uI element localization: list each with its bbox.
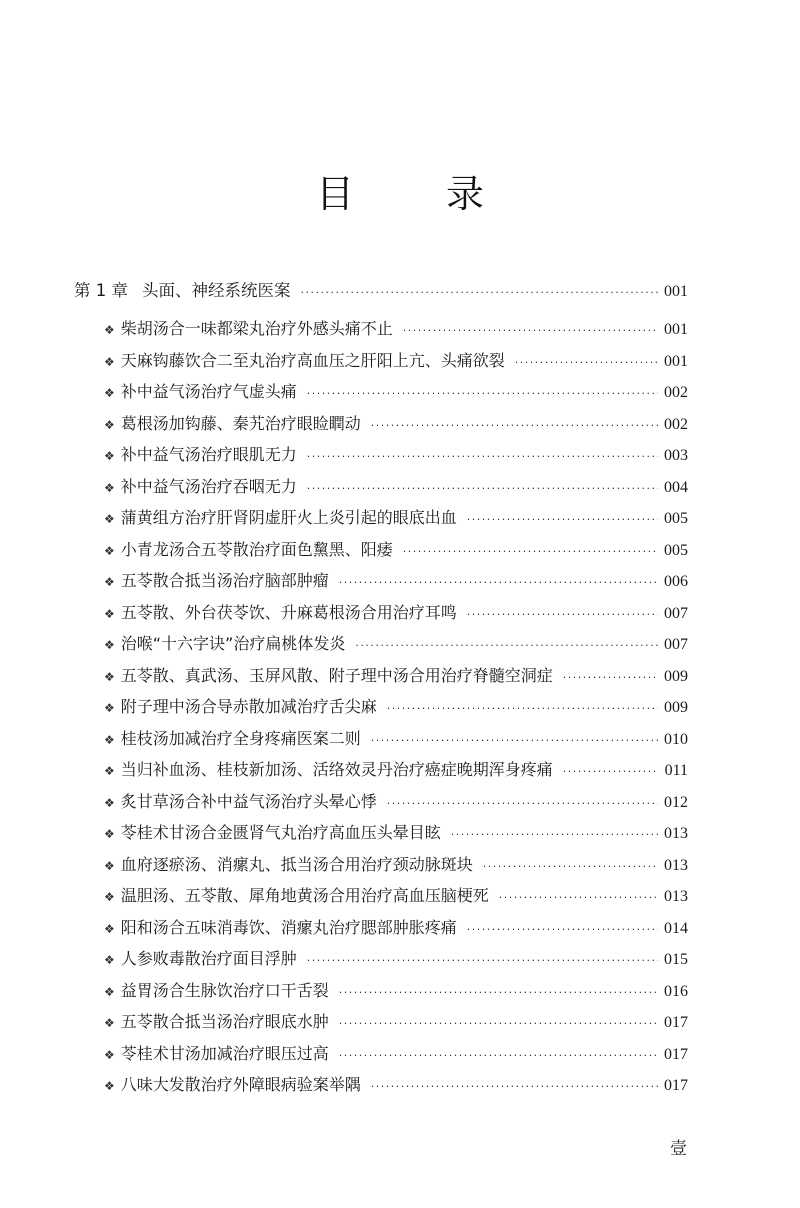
toc-entry[interactable]: [104, 413, 688, 437]
diamond-bullet-icon: ❖: [104, 638, 115, 652]
entry-page: 005: [664, 542, 688, 559]
page-folio: 壹: [670, 1139, 687, 1159]
dot-leader: [339, 1045, 658, 1067]
diamond-bullet-icon: ❖: [104, 607, 115, 621]
entry-page: 016: [664, 983, 688, 1000]
entry-title: 五苓散、外台茯苓饮、升麻葛根汤合用治疗耳鸣: [120, 603, 457, 622]
dot-leader: [339, 982, 658, 1004]
diamond-bullet-icon: ❖: [104, 355, 115, 369]
entry-title: 血府逐瘀汤、消瘰丸、抵当汤合用治疗颈动脉斑块: [120, 855, 473, 874]
diamond-bullet-icon: ❖: [104, 386, 115, 400]
dot-leader: [467, 604, 658, 626]
dot-leader: [371, 730, 658, 752]
toc-entry[interactable]: [104, 570, 688, 594]
entry-page: 009: [664, 668, 688, 685]
dot-leader: [339, 1013, 658, 1035]
dot-leader: [467, 509, 658, 531]
entry-page: 001: [664, 353, 688, 370]
entry-page: 013: [664, 857, 688, 874]
dot-leader: [339, 572, 658, 594]
entry-page: 013: [664, 888, 688, 905]
entry-page: 007: [664, 605, 688, 622]
diamond-bullet-icon: ❖: [104, 323, 115, 337]
entry-page: 002: [664, 416, 688, 433]
toc-chapter-1[interactable]: [74, 280, 688, 304]
diamond-bullet-icon: ❖: [104, 418, 115, 432]
diamond-bullet-icon: ❖: [104, 670, 115, 684]
entry-page: 004: [664, 479, 688, 496]
diamond-bullet-icon: ❖: [104, 449, 115, 463]
entry-page: 017: [664, 1046, 688, 1063]
entry-title: 五苓散、真武汤、玉屏风散、附子理中汤合用治疗脊髓空洞症: [120, 666, 553, 685]
entry-page: 010: [664, 731, 688, 748]
toc-entry[interactable]: [104, 539, 688, 563]
entry-title: 蒲黄组方治疗肝肾阴虚肝火上炎引起的眼底出血: [120, 508, 457, 527]
entry-page: 012: [664, 794, 688, 811]
dot-leader: [371, 415, 658, 437]
toc-entry[interactable]: [104, 822, 688, 846]
dot-leader: [483, 856, 658, 878]
dot-leader: [403, 320, 658, 342]
entry-title: 炙甘草汤合补中益气汤治疗头晕心悸: [120, 792, 377, 811]
toc-entry[interactable]: [104, 1074, 688, 1098]
diamond-bullet-icon: ❖: [104, 796, 115, 810]
entry-title: 柴胡汤合一味都梁丸治疗外感头痛不止: [120, 319, 393, 338]
toc-entry[interactable]: [104, 602, 688, 626]
toc-entry[interactable]: [104, 917, 688, 941]
entry-page: 017: [664, 1077, 688, 1094]
dot-leader: [515, 352, 658, 374]
entry-page: 005: [664, 510, 688, 527]
toc-entry[interactable]: [104, 948, 688, 972]
diamond-bullet-icon: ❖: [104, 733, 115, 747]
entry-title: 附子理中汤合导赤散加减治疗舌尖麻: [120, 697, 377, 716]
entry-page: 013: [664, 825, 688, 842]
diamond-bullet-icon: ❖: [104, 701, 115, 715]
diamond-bullet-icon: ❖: [104, 1079, 115, 1093]
toc-entry[interactable]: [104, 759, 688, 783]
toc-entry[interactable]: [104, 1011, 688, 1035]
entry-page: 011: [664, 762, 688, 779]
entry-page: 001: [664, 321, 688, 338]
dot-leader: [467, 919, 658, 941]
entry-title: 苓桂术甘汤加减治疗眼压过高: [120, 1044, 329, 1063]
entry-page: 002: [664, 384, 688, 401]
entry-title: 阳和汤合五味消毒饮、消瘰丸治疗腮部肿胀疼痛: [120, 918, 457, 937]
diamond-bullet-icon: ❖: [104, 481, 115, 495]
diamond-bullet-icon: ❖: [104, 764, 115, 778]
diamond-bullet-icon: ❖: [104, 512, 115, 526]
entry-title: 天麻钩藤饮合二至丸治疗高血压之肝阳上亢、头痛欲裂: [120, 351, 505, 370]
diamond-bullet-icon: ❖: [104, 827, 115, 841]
entry-title: 当归补血汤、桂枝新加汤、活络效灵丹治疗癌症晚期浑身疼痛: [120, 760, 553, 779]
entry-title: 人参败毒散治疗面目浮肿: [120, 949, 297, 968]
diamond-bullet-icon: ❖: [104, 859, 115, 873]
entry-page: 017: [664, 1014, 688, 1031]
toc-entry[interactable]: [104, 665, 688, 689]
diamond-bullet-icon: ❖: [104, 1048, 115, 1062]
toc-entry[interactable]: [104, 728, 688, 752]
entry-page: 014: [664, 920, 688, 937]
dot-leader: [563, 667, 658, 689]
diamond-bullet-icon: ❖: [104, 953, 115, 967]
entry-title: 葛根汤加钩藤、秦艽治疗眼睑瞤动: [120, 414, 361, 433]
toc-entry[interactable]: [104, 696, 688, 720]
chapter-page: 001: [664, 283, 688, 300]
diamond-bullet-icon: ❖: [104, 985, 115, 999]
dot-leader: [307, 446, 658, 468]
toc-entry[interactable]: [104, 444, 688, 468]
diamond-bullet-icon: ❖: [104, 922, 115, 936]
dot-leader: [563, 761, 659, 783]
dot-leader: [499, 887, 658, 909]
toc-entry[interactable]: [104, 854, 688, 878]
entry-title: 补中益气汤治疗气虚头痛: [120, 382, 297, 401]
toc-entry[interactable]: [104, 350, 688, 374]
entry-page: 009: [664, 699, 688, 716]
toc-entry[interactable]: [104, 507, 688, 531]
entry-title: 五苓散合抵当汤治疗脑部肿瘤: [120, 571, 329, 590]
dot-leader: [371, 1076, 658, 1098]
entry-title: 五苓散合抵当汤治疗眼底水肿: [120, 1012, 329, 1031]
toc-entry[interactable]: [104, 476, 688, 500]
dot-leader: [301, 282, 659, 304]
toc-entry[interactable]: [104, 381, 688, 405]
entry-page: 003: [664, 447, 688, 464]
diamond-bullet-icon: ❖: [104, 890, 115, 904]
entry-title: 苓桂术甘汤合金匮肾气丸治疗高血压头晕目眩: [120, 823, 441, 842]
entry-title: 益胃汤合生脉饮治疗口干舌裂: [120, 981, 329, 1000]
chapter-number: 第 1 章: [74, 281, 128, 300]
toc-entry[interactable]: [104, 1043, 688, 1067]
entry-title: 桂枝汤加减治疗全身疼痛医案二则: [120, 729, 361, 748]
dot-leader: [387, 793, 658, 815]
chapter-title: 头面、神经系统医案: [142, 281, 291, 300]
toc-entry[interactable]: [104, 318, 688, 342]
dot-leader: [403, 541, 658, 563]
dot-leader: [451, 824, 658, 846]
page-title: 目 录: [315, 172, 525, 217]
diamond-bullet-icon: ❖: [104, 575, 115, 589]
entry-title: 小青龙汤合五苓散治疗面色黧黑、阳痿: [120, 540, 393, 559]
dot-leader: [307, 478, 658, 500]
entry-title: 治喉“十六字诀”治疗扁桃体发炎: [120, 634, 346, 653]
dot-leader: [307, 950, 658, 972]
entry-page: 007: [664, 636, 688, 653]
toc-entry[interactable]: [104, 885, 688, 909]
entry-title: 八味大发散治疗外障眼病验案举隅: [120, 1075, 361, 1094]
entry-title: 温胆汤、五苓散、犀角地黄汤合用治疗高血压脑梗死: [120, 886, 489, 905]
diamond-bullet-icon: ❖: [104, 1016, 115, 1030]
entry-page: 006: [664, 573, 688, 590]
toc-entry[interactable]: [104, 791, 688, 815]
entry-page: 015: [664, 951, 688, 968]
dot-leader: [355, 635, 658, 657]
diamond-bullet-icon: ❖: [104, 544, 115, 558]
toc-entry[interactable]: [104, 633, 688, 657]
dot-leader: [307, 383, 658, 405]
dot-leader: [387, 698, 658, 720]
entry-title: 补中益气汤治疗吞咽无力: [120, 477, 297, 496]
entry-title: 补中益气汤治疗眼肌无力: [120, 445, 297, 464]
toc-entry[interactable]: [104, 980, 688, 1004]
